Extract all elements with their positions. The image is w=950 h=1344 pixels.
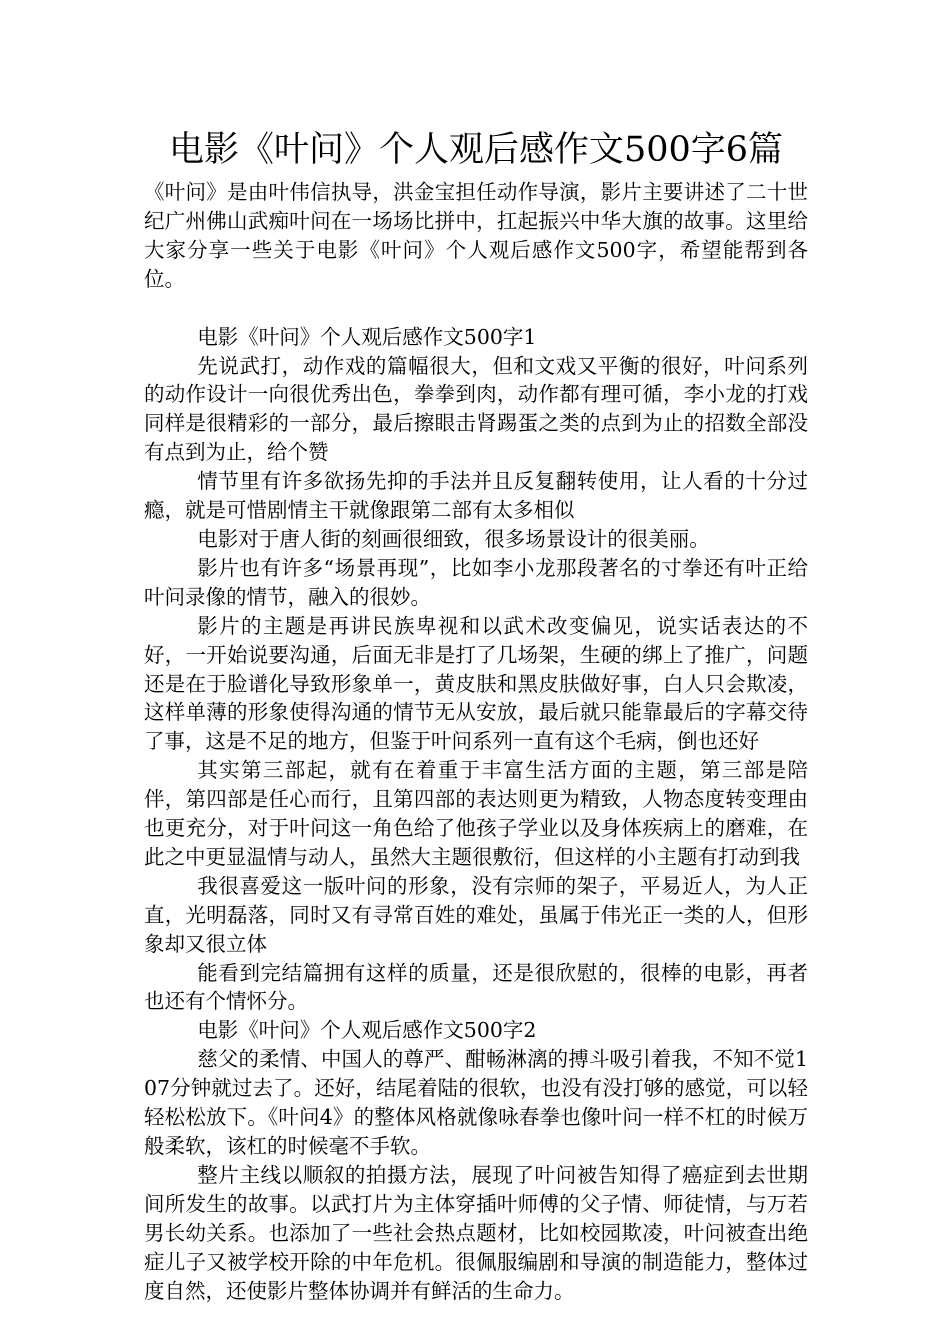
- body-paragraph: 整片主线以顺叙的拍摄方法，展现了叶问被告知得了癌症到去世期间所发生的故事。以武打片为主体穿插叶师傅的父子情、师徒情，与万若男长幼关系。也添加了一些社会热点题材，比如校园欺凌，叶问被查出绝症儿子又被学校开除的中年危机。很佩服编剧和导演的制造能力，整体过度自然，还使影片整体协调并有鲜活的生命力。: [144, 1162, 808, 1303]
- intro-paragraph: 《叶问》是由叶伟信执导，洪金宝担任动作导演，影片主要讲述了二十世纪广州佛山武痴叶问在一场场比拼中，扛起振兴中华大旗的故事。这里给大家分享一些关于电影《叶问》个人观后感作文500字，希望能帮到各位。: [144, 180, 808, 291]
- body-paragraph: 能看到完结篇拥有这样的质量，还是很欣慰的，很棒的电影，再者也还有个情怀分。: [144, 960, 808, 1014]
- document-title: 电影《叶问》个人观后感作文500字6篇: [168, 130, 784, 170]
- paragraph-spacer: [144, 294, 808, 323]
- body-paragraph: 影片也有许多“场景再现”，比如李小龙那段著名的寸拳还有叶正给叶问录像的情节，融入的很妙。: [144, 555, 808, 609]
- body-paragraph: 情节里有许多欲扬先抑的手法并且反复翻转使用，让人看的十分过瘾，就是可惜剧情主干就像跟第二部有太多相似: [144, 469, 808, 523]
- section-heading-1: 电影《叶问》个人观后感作文500字1: [197, 324, 537, 349]
- document-page: [144, 128, 808, 1305]
- body-paragraph: 慈父的柔情、中国人的尊严、酣畅淋漓的搏斗吸引着我，不知不觉107分钟就过去了。还好，结尾着陆的很软，也没有没打够的感觉，可以轻轻松松放下。《叶问4》的整体风格就像咏春拳也像叶问一样不杠的时候万般柔软，该杠的时候毫不手软。: [144, 1047, 808, 1158]
- body-paragraph: 影片的主题是再讲民族卑视和以武术改变偏见，说实话表达的不好，一开始说要沟通，后面无非是打了几场架，生硬的绑上了推广，问题还是在于脸谱化导致形象单一，黄皮肤和黑皮肤做好事，白人只会欺凌，这样单薄的形象使得沟通的情节无从安放，最后就只能靠最后的字幕交待了事，这是不足的地方，但鉴于叶问系列一直有这个毛病，倒也还好: [144, 613, 808, 754]
- body-paragraph: 电影对于唐人街的刻画很细致，很多场景设计的很美丽。: [197, 526, 710, 551]
- body-paragraph: 其实第三部起，就有在着重于丰富生活方面的主题，第三部是陪伴，第四部是任心而行，且第四部的表达则更为精致，人物态度转变理由也更充分，对于叶问这一角色给了他孩子学业以及身体疾病上的磨难，在此之中更显温情与动人，虽然大主题很敷衍，但这样的小主题有打动到我: [144, 758, 808, 869]
- body-paragraph: 先说武打，动作戏的篇幅很大，但和文戏又平衡的很好，叶问系列的动作设计一向很优秀出色，拳拳到肉，动作都有理可循，李小龙的打戏同样是很精彩的一部分，最后擦眼击肾踢蛋之类的点到为止的招数全部没有点到为止，给个赞: [144, 353, 808, 465]
- body-paragraph: 我很喜爱这一版叶问的形象，没有宗师的架子，平易近人，为人正直，光明磊落，同时又有寻常百姓的难处，虽属于伟光正一类的人，但形象却又很立体: [144, 873, 808, 956]
- section-heading-2: 电影《叶问》个人观后感作文500字2: [197, 1018, 537, 1043]
